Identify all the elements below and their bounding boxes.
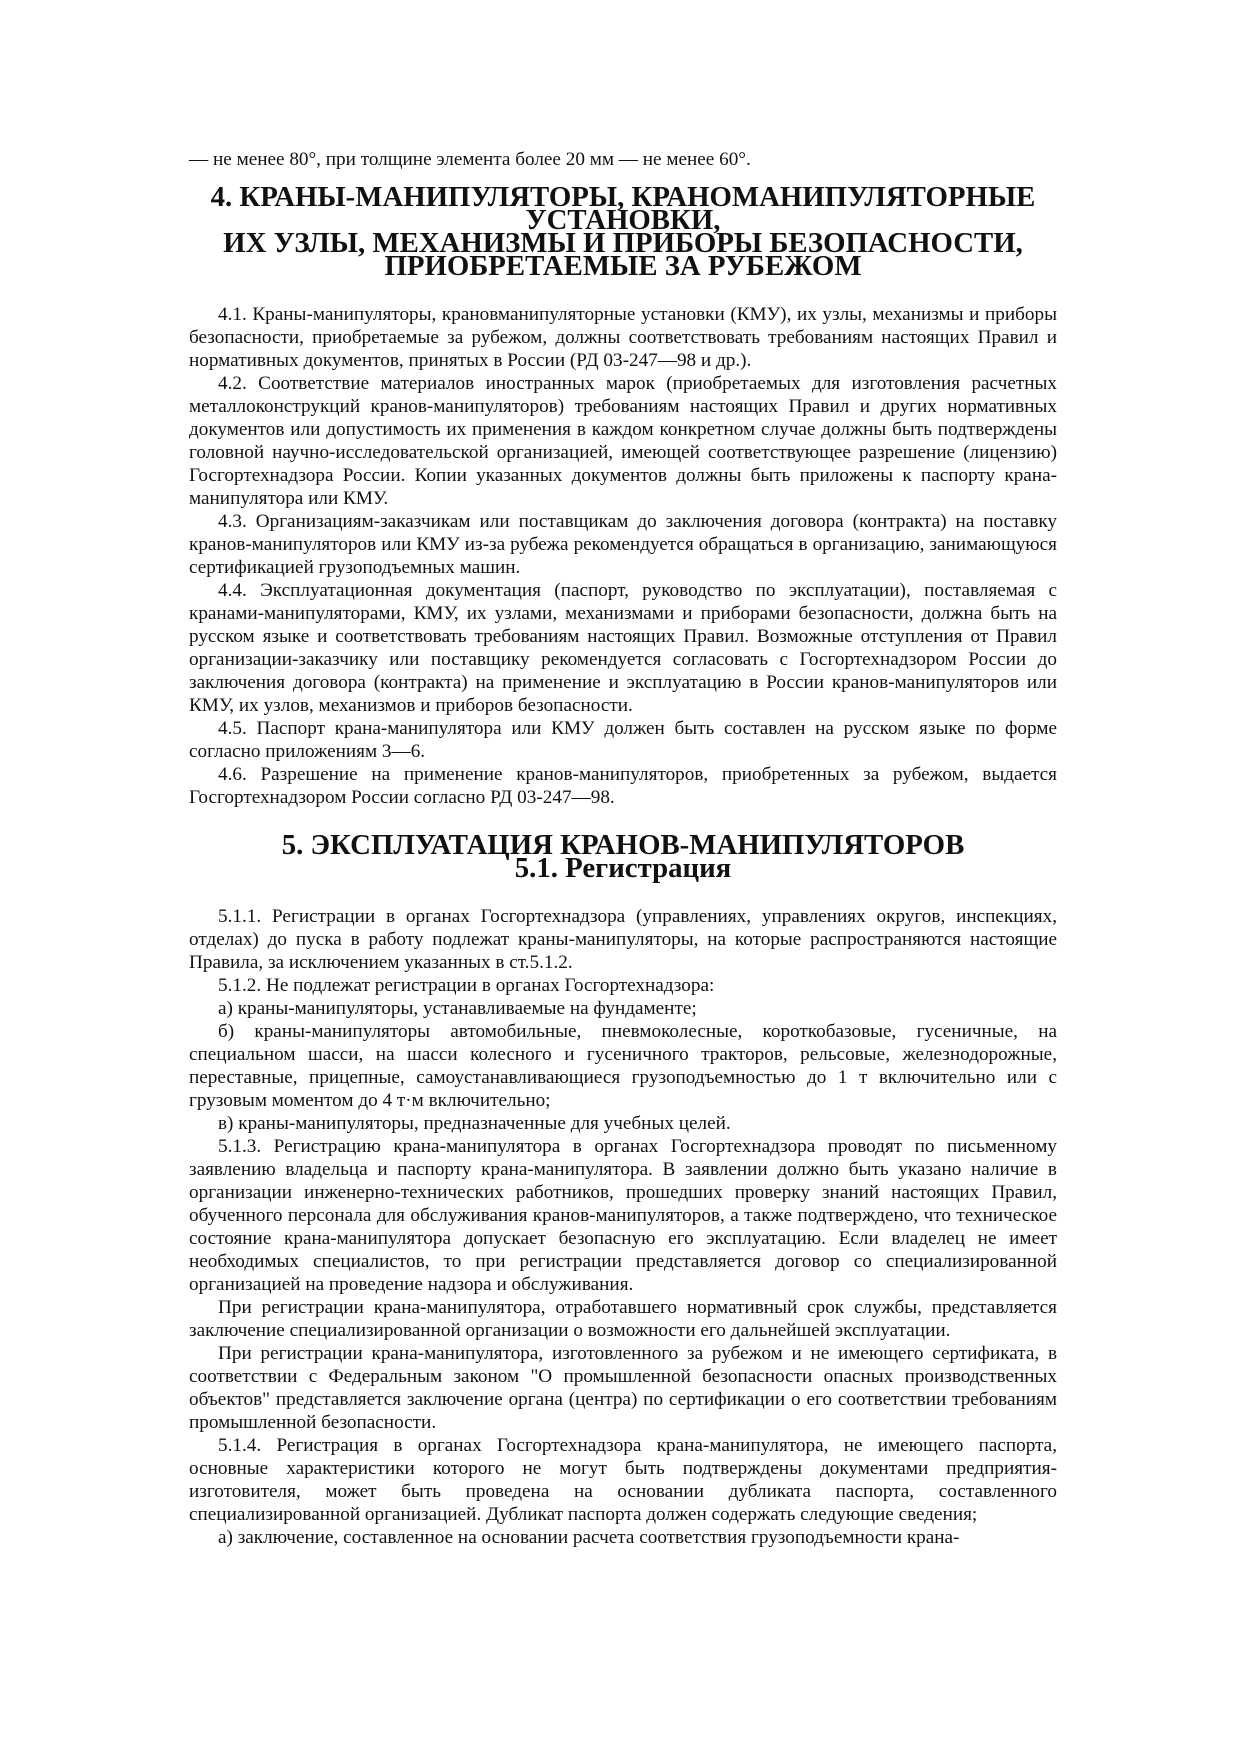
list-item-a: а) краны-манипуляторы, устанавливаемые на фундаменте;: [218, 998, 697, 1019]
section-5-title: 5. ЭКСПЛУАТАЦИЯ КРАНОВ-МАНИПУЛЯТОРОВ: [281, 829, 965, 861]
paragraph-5-1-2: 5.1.2. Не подлежат регистрации в органах Госгортехнадзора:: [218, 975, 715, 996]
paragraph-5-1-4-a: а) заключение, составленное на основании расчета соответствия грузоподъемности крана-: [218, 1527, 960, 1548]
section-4-heading-line-3: ПРИОБРЕТАЕМЫЕ ЗА РУБЕЖОМ: [384, 250, 862, 282]
list-item-b: б) краны-манипуляторы автомобильные, пневмоколесные, короткобазовые, гусеничные, на специальном шасси, на шасси колесного и гусеничного тракторов, рельсовые, железнодорожные, переставные, прицепные, самоустанавливающиеся грузоподъемностью до 1 т включительно или с грузовым моментом до 4 т·м включительно;: [189, 1021, 1057, 1111]
paragraph-5-1-1: 5.1.1. Регистрации в органах Госгортехнадзора (управлениях, управлениях округов, инспекциях, отделах) до пуска в работу подлежат краны-манипуляторы, на которые распространяются настоящие Правила, за исключением указанных в ст.5.1.2.: [189, 906, 1057, 973]
section-4-heading: [189, 181, 1057, 282]
paragraph-4-4: 4.4. Эксплуатационная документация (паспорт, руководство по эксплуатации), поставляемая с кранами-манипуляторами, КМУ, их узлами, механизмами и приборами безопасности, должна быть на русском языке и соответствовать требованиям настоящих Правил. Возможные отступления от Правил организации-заказчику или поставщику рекомендуется согласовать с Госгортехнадзором России до заключения договора (контракта) на применение и эксплуатацию в России кранов-манипуляторов или КМУ, их узлов, механизмов и приборов безопасности.: [189, 580, 1057, 716]
paragraph-4-3: 4.3. Организациям-заказчикам или поставщикам до заключения договора (контракта) на поставку кранов-манипуляторов или КМУ из-за рубежа рекомендуется обращаться в организацию, занимающуюся сертификацией грузоподъемных машин.: [189, 511, 1057, 578]
section-5-heading: [189, 829, 1057, 884]
paragraph-5-1-3-foreign: При регистрации крана-манипулятора, изготовленного за рубежом и не имеющего сертификата, в соответствии с Федеральным законом "О промышленной безопасности опасных производственных объектов" представляется заключение органа (центра) по сертификации о его соответствии требованиям промышленной безопасности.: [189, 1343, 1057, 1433]
section-4-heading-line-1: 4. КРАНЫ-МАНИПУЛЯТОРЫ, КРАНОМАНИПУЛЯТОРНЫЕ УСТАНОВКИ,: [210, 181, 1036, 236]
paragraph-5-1-3-expired: При регистрации крана-манипулятора, отработавшего нормативный срок службы, представляется заключение специализированной организации о возможности его дальнейшей эксплуатации.: [189, 1297, 1057, 1341]
paragraph-5-1-4: 5.1.4. Регистрация в органах Госгортехнадзора крана-манипулятора, не имеющего паспорта, основные характеристики которого не могут быть подтверждены документами предприятия-изготовителя, может быть проведена на основании дубликата паспорта, составленного специализированной организацией. Дубликат паспорта должен содержать следующие сведения;: [189, 1435, 1057, 1525]
section-4-heading-line-2: ИХ УЗЛЫ, МЕХАНИЗМЫ И ПРИБОРЫ БЕЗОПАСНОСТИ,: [223, 227, 1023, 259]
section-5-1-subtitle: 5.1. Регистрация: [514, 852, 732, 884]
list-item-v: в) краны-манипуляторы, предназначенные для учебных целей.: [218, 1113, 731, 1134]
paragraph-5-1-3: 5.1.3. Регистрацию крана-манипулятора в органах Госгортехнадзора проводят по письменному заявлению владельца и паспорту крана-манипулятора. В заявлении должно быть указано наличие в организации инженерно-технических работников, прошедших проверку знаний настоящих Правил, обученного персонала для обслуживания кранов-манипуляторов, а также подтверждено, что техническое состояние крана-манипулятора допускает безопасную его эксплуатацию. Если владелец не имеет необходимых специалистов, то при регистрации представляется договор со специализированной организацией на проведение надзора и обслуживания.: [189, 1136, 1057, 1295]
paragraph-4-5: 4.5. Паспорт крана-манипулятора или КМУ должен быть составлен на русском языке по форме согласно приложениям 3—6.: [189, 718, 1057, 762]
paragraph-4-2: 4.2. Соответствие материалов иностранных марок (приобретаемых для изготовления расчетных металлоконструкций кранов-манипуляторов) требованиям настоящих Правил и других нормативных документов или допустимость их применения в каждом конкретном случае должны быть подтверждены головной научно-исследовательской организацией, имеющей соответствующее разрешение (лицензию) Госгортехнадзора России. Копии указанных документов должны быть приложены к паспорту крана-манипулятора или КМУ.: [189, 373, 1057, 509]
document-page: [189, 148, 1057, 1549]
paragraph-4-6: 4.6. Разрешение на применение кранов-манипуляторов, приобретенных за рубежом, выдается Госгортехнадзором России согласно РД 03-247—98.: [189, 764, 1057, 808]
intro-line: — не менее 80°, при толщине элемента более 20 мм — не менее 60°.: [189, 149, 751, 170]
paragraph-4-1: 4.1. Краны-манипуляторы, крановманипуляторные установки (КМУ), их узлы, механизмы и приборы безопасности, приобретаемые за рубежом, должны соответствовать требованиям настоящих Правил и нормативных документов, принятых в России (РД 03-247—98 и др.).: [189, 304, 1057, 371]
